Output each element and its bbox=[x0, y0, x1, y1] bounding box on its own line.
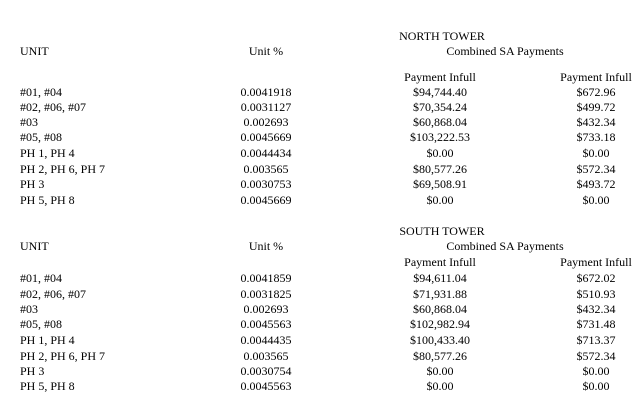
unit-cell: PH 3 bbox=[20, 177, 45, 191]
unit-cell: PH 1, PH 4 bbox=[20, 146, 75, 160]
unit-cell: PH 5, PH 8 bbox=[20, 193, 75, 207]
unit-cell: #05, #08 bbox=[20, 130, 62, 144]
unit-cell: PH 1, PH 4 bbox=[20, 333, 75, 347]
unit-cell: #03 bbox=[20, 115, 38, 129]
unit-column-header: UNIT bbox=[20, 44, 49, 58]
unit-cell: PH 2, PH 6, PH 7 bbox=[20, 349, 106, 363]
unit-cell: #01, #04 bbox=[20, 271, 62, 285]
unit-cell: PH 5, PH 8 bbox=[20, 379, 75, 393]
unit-cell: #03 bbox=[20, 302, 38, 316]
unit-cell: #05, #08 bbox=[20, 317, 62, 331]
unit-cell: #02, #06, #07 bbox=[20, 100, 86, 114]
unit-cell: PH 2, PH 6, PH 7 bbox=[20, 162, 106, 176]
unit-cell: #01, #04 bbox=[20, 85, 62, 99]
unit-cell: #02, #06, #07 bbox=[20, 287, 86, 301]
unit-cell: PH 3 bbox=[20, 364, 45, 378]
unit-column-header: UNIT bbox=[20, 239, 49, 253]
